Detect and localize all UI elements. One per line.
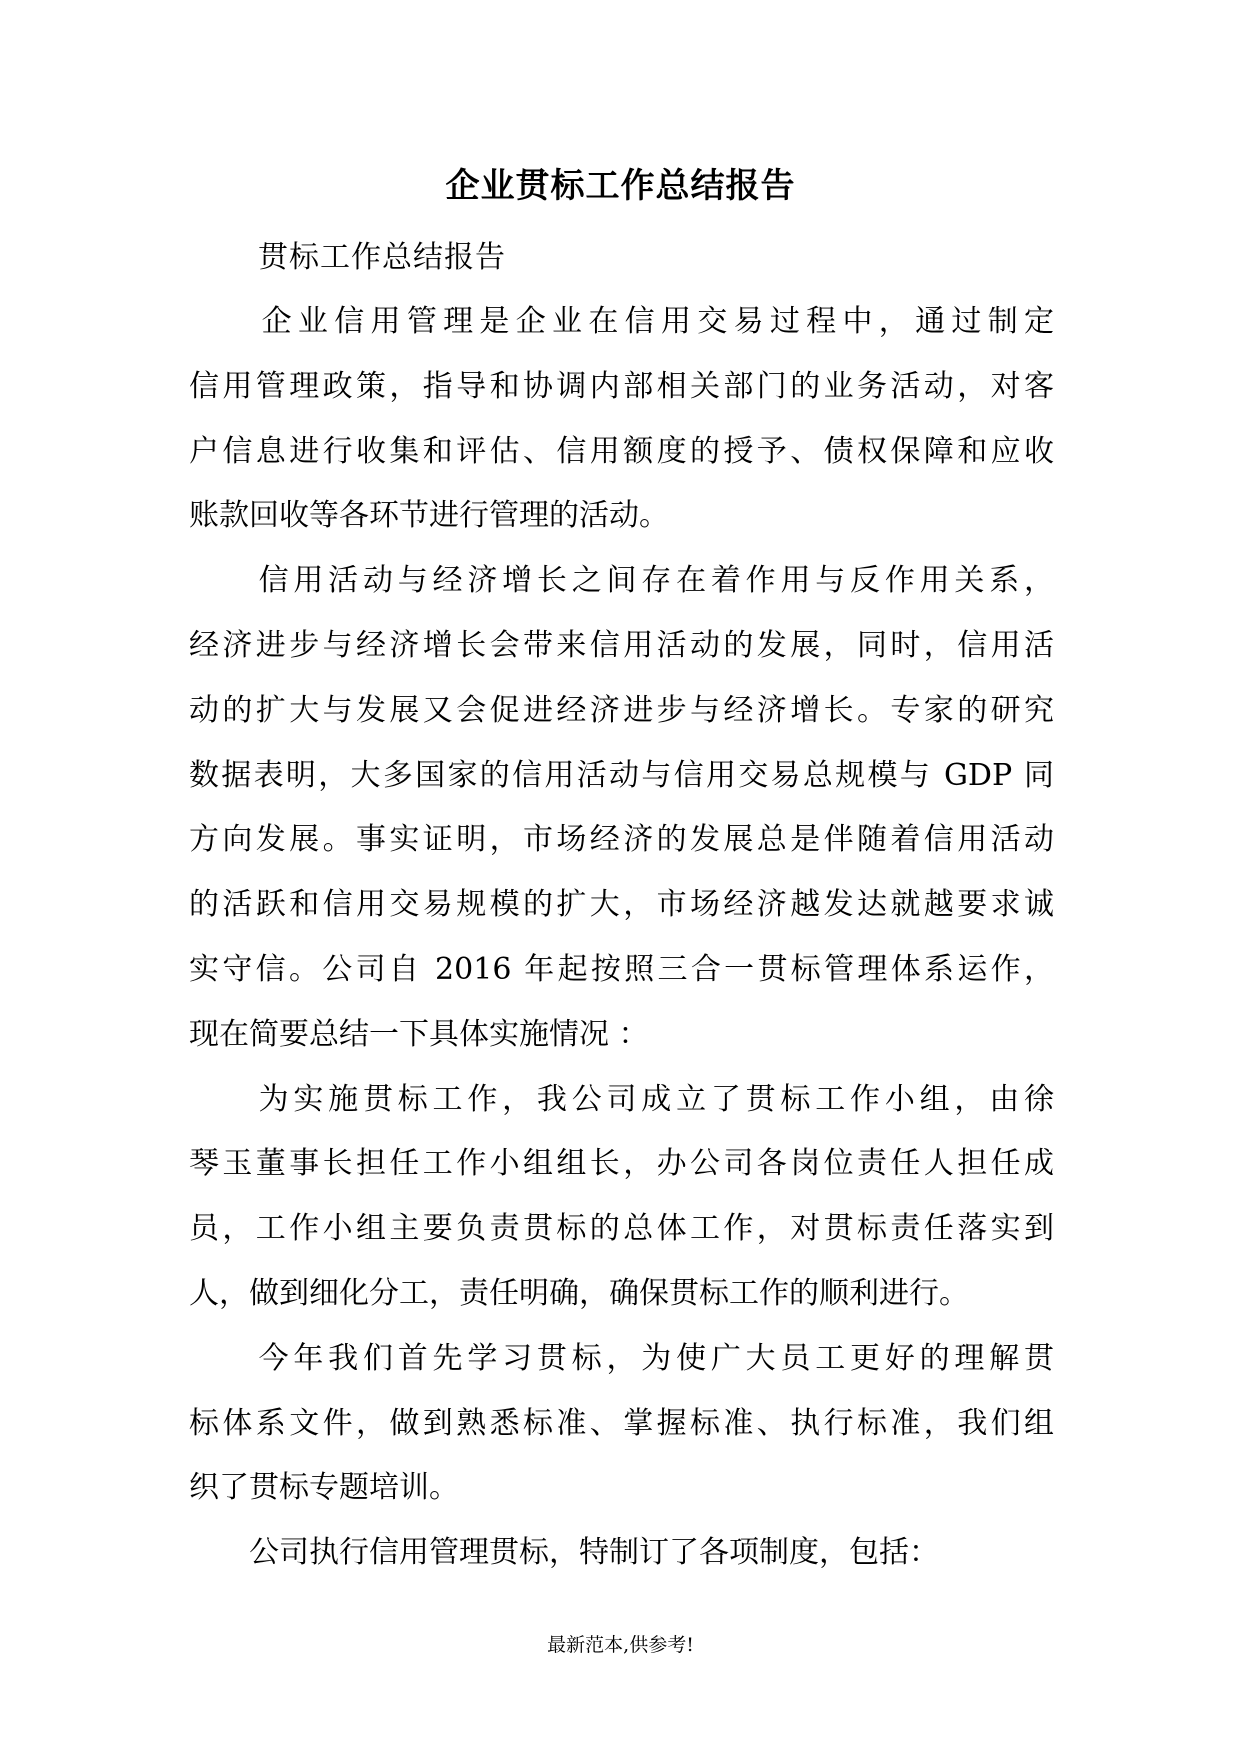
paragraph-line: 人，做到细化分工，责任明确，确保贯标工作的顺利进行。	[189, 1275, 969, 1311]
paragraph-line: 公司执行信用管理贯标，特制订了各项制度，包括：	[189, 1535, 939, 1571]
paragraph-line: 经济进步与经济增长会带来信用活动的发展，同时，信用活	[189, 627, 1054, 663]
page-footer: 最新范本,供参考!	[547, 1634, 694, 1656]
paragraph-line: 现在简要总结一下具体实施情况 ：	[189, 1016, 649, 1052]
paragraph-line: 的活跃和信用交易规模的扩大，市场经济越发达就越要求诚	[189, 887, 1054, 923]
body-paragraph	[189, 1327, 1054, 1521]
body-paragraph	[189, 549, 1054, 1067]
paragraph-line: 企业信用管理是企业在信用交易过程中，通过制定	[189, 304, 1054, 339]
paragraph-line: 实守信。公司自 2016 年起按照三合一贯标管理体系运作，	[189, 951, 1054, 987]
paragraph-line: 信用活动与经济增长之间存在着作用与反作用关系，	[189, 563, 1054, 599]
paragraph-line: 账款回收等各环节进行管理的活动。	[189, 498, 669, 534]
paragraph-line: 琴玉董事长担任工作小组组长，办公司各岗位责任人担任成	[189, 1146, 1054, 1182]
document-body	[189, 290, 1054, 1586]
paragraph-line: 方向发展。事实证明，市场经济的发展总是伴随着信用活动	[189, 822, 1054, 858]
paragraph-line: 标体系文件，做到熟悉标准、掌握标准、执行标准，我们组	[189, 1405, 1054, 1441]
paragraph-line: 动的扩大与发展又会促进经济进步与经济增长。专家的研究	[189, 692, 1054, 728]
document-subtitle: 贯标工作总结报告	[258, 240, 506, 275]
paragraph-line: 员，工作小组主要负责贯标的总体工作，对贯标责任落实到	[189, 1211, 1054, 1247]
document-title: 企业贯标工作总结报告	[445, 166, 796, 206]
paragraph-line: 今年我们首先学习贯标，为使广大员工更好的理解贯	[189, 1340, 1054, 1376]
paragraph-line: 信用管理政策，指导和协调内部相关部门的业务活动，对客	[189, 368, 1054, 404]
body-paragraph	[189, 1521, 1054, 1586]
body-paragraph	[189, 290, 1054, 549]
body-paragraph	[189, 1068, 1054, 1327]
paragraph-line: 为实施贯标工作，我公司成立了贯标工作小组，由徐	[189, 1081, 1054, 1117]
paragraph-line: 户信息进行收集和评估、信用额度的授予、债权保障和应收	[189, 433, 1054, 469]
paragraph-line: 数据表明，大多国家的信用活动与信用交易总规模与 GDP 同	[189, 757, 1054, 793]
paragraph-line: 织了贯标专题培训。	[189, 1470, 459, 1506]
